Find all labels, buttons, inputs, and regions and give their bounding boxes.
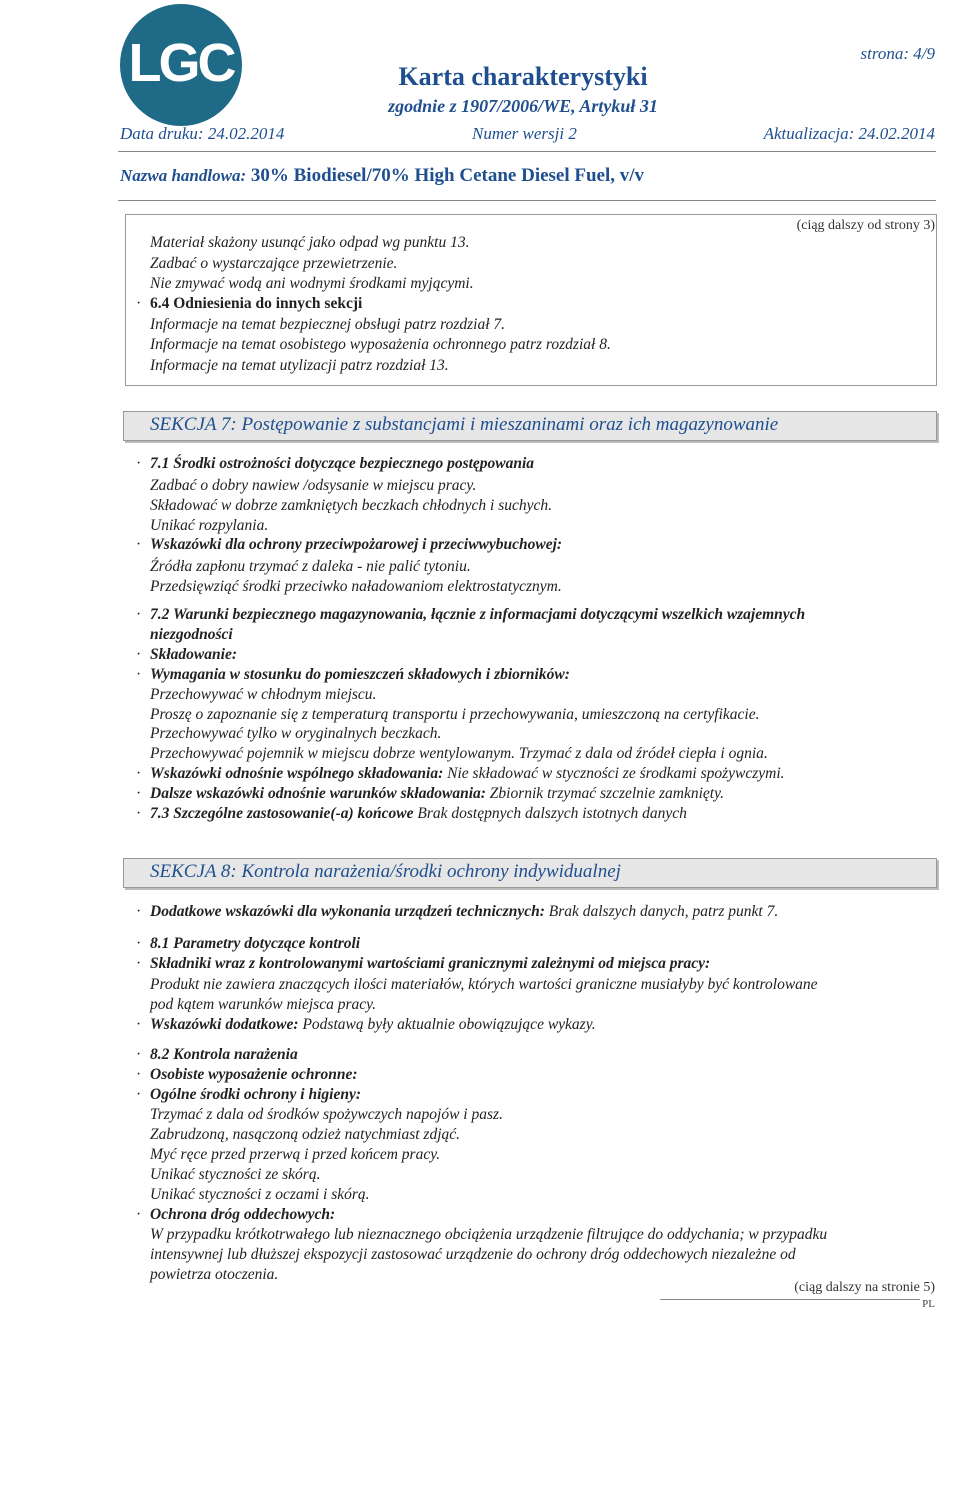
text-line: Przedsięwziąć środki przeciwko naładowaniom elektrostatycznym.: [150, 578, 562, 595]
section-8-title: SEKCJA 8: Kontrola narażenia/środki ochrony indywidualnej: [150, 861, 621, 882]
additional-info-line: [150, 1016, 596, 1034]
bullet: ·: [136, 646, 142, 663]
subsection-7-2-heading: 7.2 Warunki bezpiecznego magazynowania, łącznie z informacjami dotyczącymi wszelkich wzajemnych: [150, 606, 806, 623]
text-line: Unikać styczności ze skórą.: [150, 1166, 321, 1183]
text-line: Unikać rozpylania.: [150, 517, 269, 534]
additional-info-value: Podstawą były aktualnie obowiązujące wykazy.: [302, 1016, 596, 1033]
text-line: W przypadku krótkotrwałego lub nieznacznego obciążenia urządzenie filtrujące do oddychania; w przypadku: [150, 1226, 828, 1243]
text-line: Przechowywać w chłodnym miejscu.: [150, 686, 377, 703]
language-code: PL: [922, 1298, 935, 1310]
trade-name: [120, 165, 644, 187]
box-line: Zadbać o wystarczające przewietrzenie.: [150, 255, 398, 272]
technical-measures-line: [150, 903, 778, 921]
text-line: powietrza otoczenia.: [150, 1266, 279, 1283]
further-storage-line: [150, 785, 724, 803]
ppe-heading: Osobiste wyposażenie ochronne:: [150, 1066, 358, 1083]
text-line: Trzymać z dala od środków spożywczych napojów i pasz.: [150, 1106, 503, 1123]
subsection-7-3-value: Brak dostępnych dalszych istotnych danych: [417, 805, 687, 822]
section-7-title: SEKCJA 7: Postępowanie z substancjami i mieszaninami oraz ich magazynowanie: [150, 414, 779, 435]
text-line: Myć ręce przed przerwą i przed końcem pracy.: [150, 1146, 441, 1163]
additional-info-label: Wskazówki dodatkowe:: [150, 1016, 299, 1033]
text-line: Przechowywać pojemnik w miejscu dobrze wentylowanym. Trzymać z dala od źródeł ciepła i ognia.: [150, 745, 768, 762]
trade-name-value: 30% Biodiesel/70% High Cetane Diesel Fuel, v/v: [250, 165, 645, 186]
box-line: Materiał skażony usunąć jako odpad wg punktu 13.: [150, 234, 470, 251]
text-line: Przechowywać tylko w oryginalnych beczkach.: [150, 725, 442, 742]
text-line: Unikać styczności z oczami i skórą.: [150, 1186, 370, 1203]
subsection-8-2-heading: 8.2 Kontrola narażenia: [150, 1046, 298, 1063]
subsection-7-3-label: 7.3 Szczególne zastosowanie(-a) końcowe: [150, 805, 414, 822]
storage-heading: Składowanie:: [150, 646, 237, 663]
subsection-7-1-heading: 7.1 Środki ostrożności dotyczące bezpiecznego postępowania: [150, 455, 535, 472]
footer-divider: [660, 1299, 920, 1300]
continued-from: (ciąg dalszy od strony 3): [796, 218, 935, 233]
text-line: Zadbać o dobry nawiew /odsysanie w miejscu pracy.: [150, 477, 477, 494]
box-line: Informacje na temat osobistego wyposażenia ochronnego patrz rozdział 8.: [150, 336, 611, 353]
bullet: ·: [136, 295, 142, 312]
box-line: Informacje na temat utylizacji patrz rozdział 13.: [150, 357, 449, 374]
subsection-7-2-heading-cont: niezgodności: [150, 626, 233, 643]
further-storage-label: Dalsze wskazówki odnośnie warunków składowania:: [150, 785, 486, 802]
bullet: ·: [136, 1016, 142, 1033]
text-line: Produkt nie zawiera znaczących ilości materiałów, których wartości graniczne musiałyby być kontrolowane: [150, 976, 818, 993]
bullet: ·: [136, 536, 142, 553]
hygiene-heading: Ogólne środki ochrony i higieny:: [150, 1086, 361, 1103]
continued-to: (ciąg dalszy na stronie 5): [794, 1280, 935, 1295]
bullet: ·: [136, 903, 142, 920]
box-line: Informacje na temat bezpiecznej obsługi patrz rozdział 7.: [150, 316, 506, 333]
subsection-6-4-heading: 6.4 Odniesienia do innych sekcji: [150, 295, 363, 312]
document-title: Karta charakterystyki: [398, 62, 648, 91]
update-date: Aktualizacja: 24.02.2014: [763, 124, 935, 143]
joint-storage-line: [150, 765, 785, 783]
text-line: pod kątem warunków miejsca pracy.: [150, 996, 377, 1013]
bullet: ·: [136, 1086, 142, 1103]
trade-divider: [118, 200, 936, 201]
bullet: ·: [136, 935, 142, 952]
joint-storage-value: Nie składować w styczności ze środkami spożywczymi.: [447, 765, 785, 782]
subsection-7-3-line: [150, 805, 687, 823]
print-date: Data druku: 24.02.2014: [120, 124, 285, 143]
bullet: ·: [136, 1066, 142, 1083]
technical-measures-label: Dodatkowe wskazówki dla wykonania urządzeń technicznych:: [150, 903, 545, 920]
page-number: strona: 4/9: [860, 44, 935, 63]
bullet: ·: [136, 765, 142, 782]
bullet: ·: [136, 1046, 142, 1063]
limits-heading: Składniki wraz z kontrolowanymi wartościami granicznymi zależnymi od miejsca pracy:: [150, 955, 711, 972]
technical-measures-value: Brak dalszych danych, patrz punkt 7.: [548, 903, 779, 920]
respiratory-heading: Ochrona dróg oddechowych:: [150, 1206, 336, 1223]
subsection-8-1-heading: 8.1 Parametry dotyczące kontroli: [150, 935, 361, 952]
box-line: Nie zmywać wodą ani wodnymi środkami myjącymi.: [150, 275, 474, 292]
bullet: ·: [136, 785, 142, 802]
bullet: ·: [136, 1206, 142, 1223]
logo-text: LGC: [128, 33, 234, 93]
requirements-heading: Wymagania w stosunku do pomieszczeń składowych i zbiorników:: [150, 666, 570, 683]
fire-protection-heading: Wskazówki dla ochrony przeciwpożarowej i przeciwwybuchowej:: [150, 536, 563, 553]
text-line: Źródła zapłonu trzymać z daleka - nie palić tytoniu.: [150, 558, 471, 575]
bullet: ·: [136, 955, 142, 972]
text-line: Składować w dobrze zamkniętych beczkach chłodnych i suchych.: [150, 497, 553, 514]
bullet: ·: [136, 666, 142, 683]
text-line: Proszę o zapoznanie się z temperaturą transportu i przechowywania, umieszczoną na certyfikacie.: [150, 706, 760, 723]
joint-storage-label: Wskazówki odnośnie wspólnego składowania:: [150, 765, 444, 782]
bullet: ·: [136, 455, 142, 472]
document-subtitle: zgodnie z 1907/2006/WE, Artykuł 31: [388, 96, 658, 116]
text-line: Zabrudzoną, nasączoną odzież natychmiast zdjąć.: [150, 1126, 460, 1143]
version-number: Numer wersji 2: [472, 124, 577, 143]
text-line: intensywnej lub dłuższej ekspozycji zastosować urządzenie do ochrony dróg oddechowych niezależne od: [150, 1246, 796, 1263]
trade-name-label: Nazwa handlowa:: [120, 166, 247, 185]
header-divider: [118, 151, 936, 152]
bullet: ·: [136, 805, 142, 822]
further-storage-value: Zbiornik trzymać szczelnie zamknięty.: [489, 785, 724, 802]
bullet: ·: [136, 606, 142, 623]
